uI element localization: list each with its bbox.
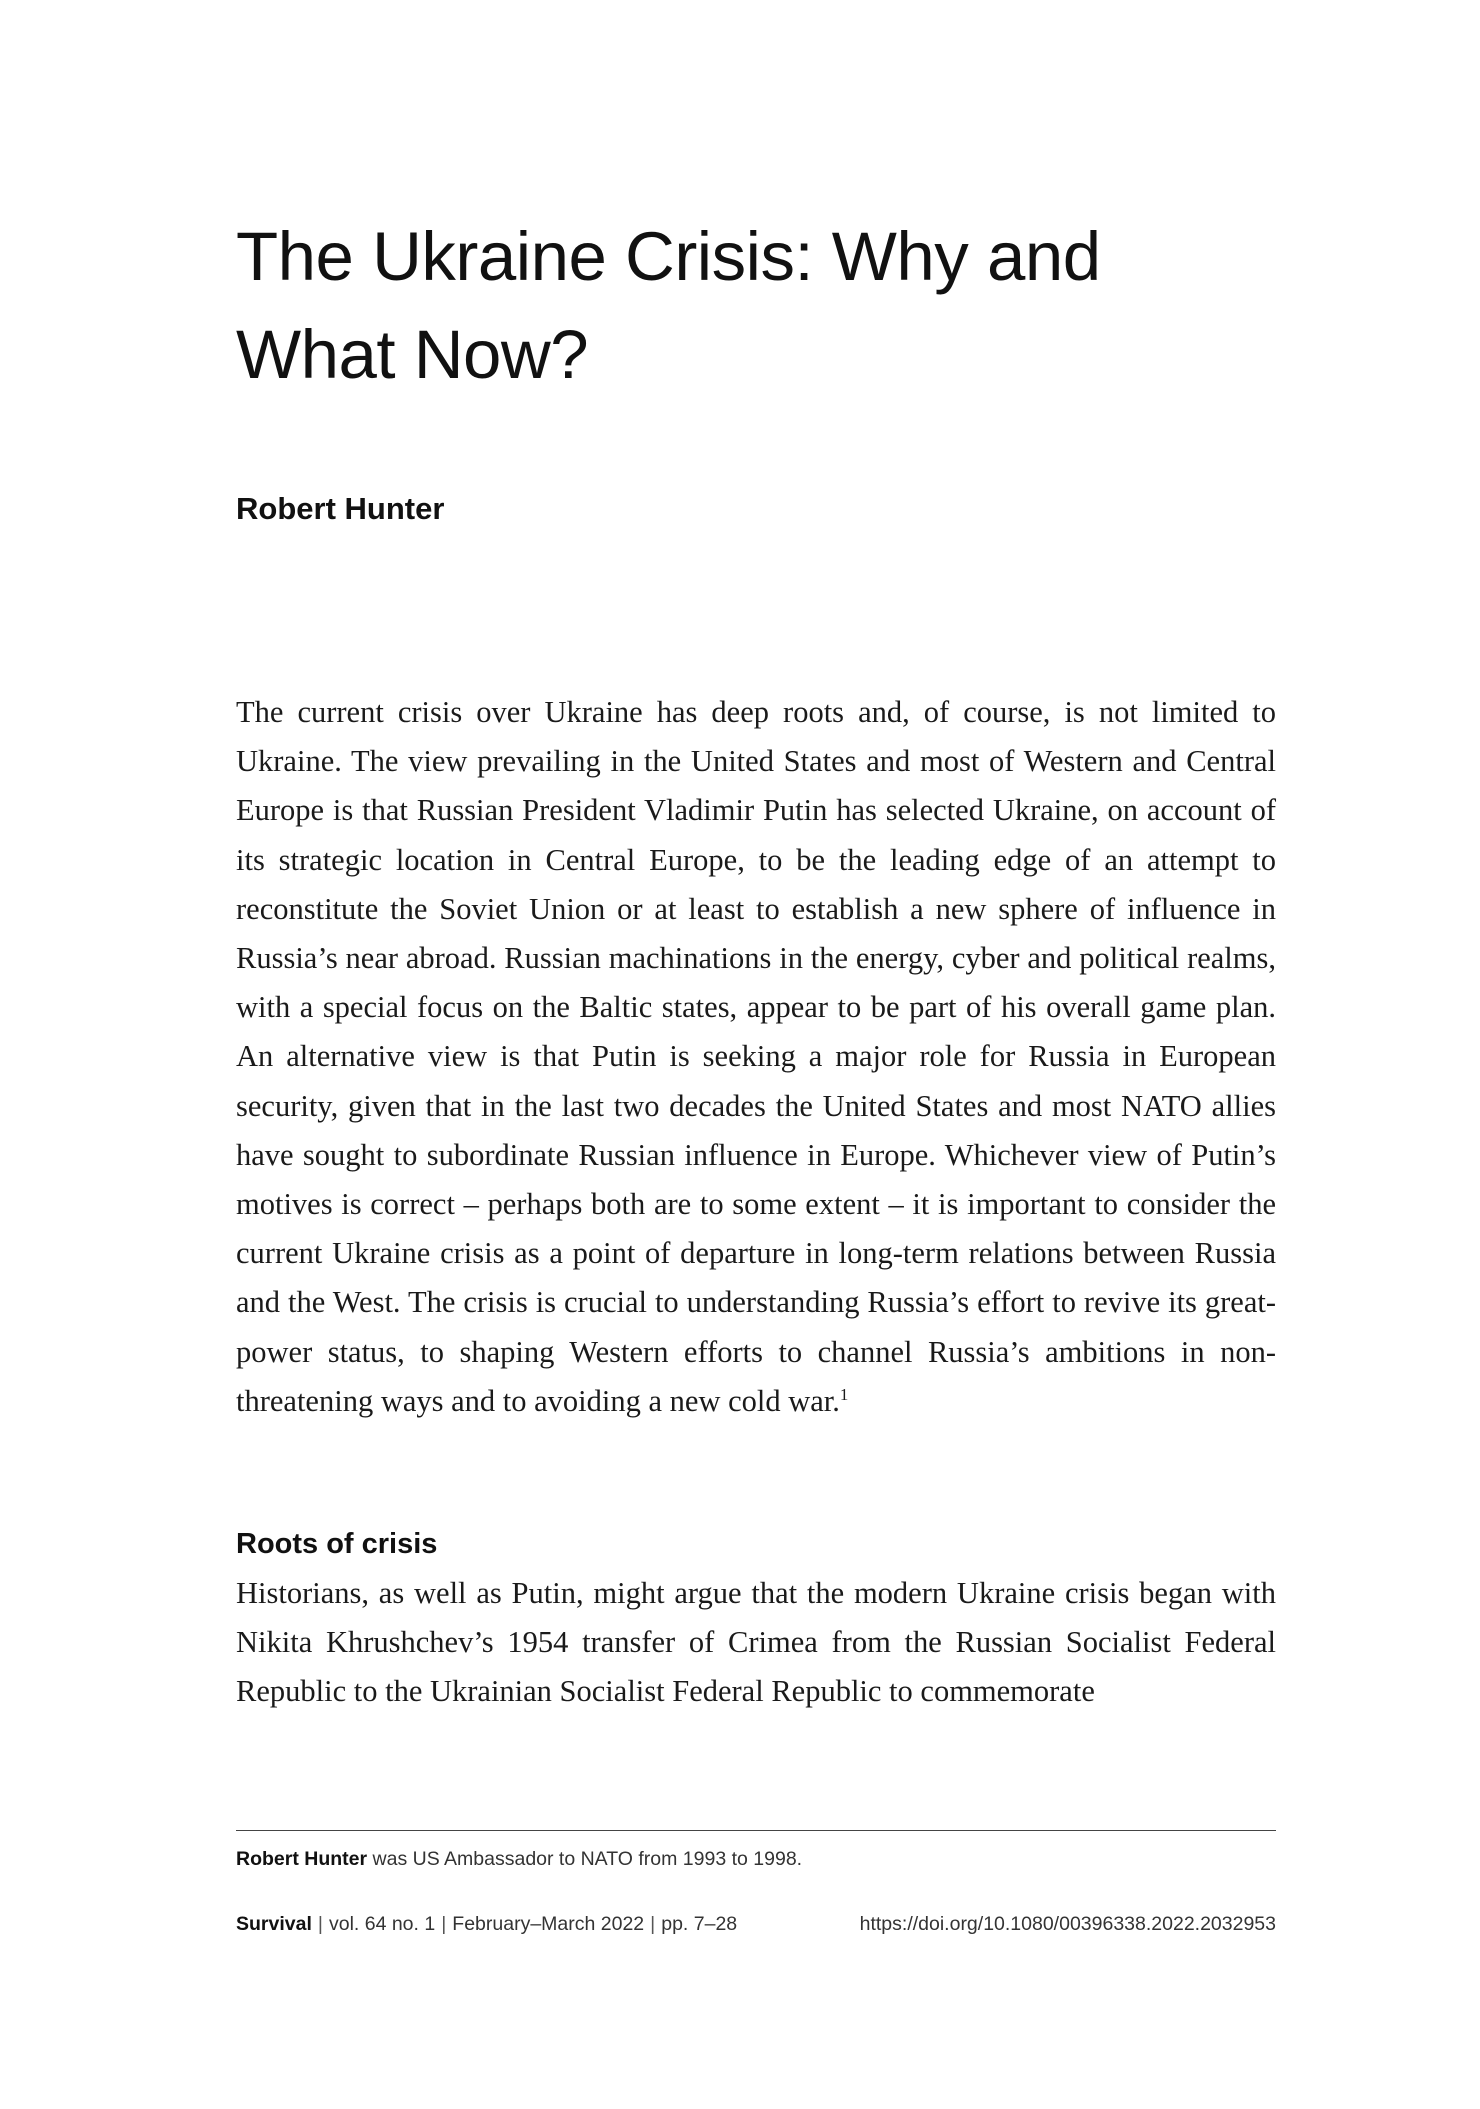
citation-separator: |	[317, 1913, 323, 1935]
author-bio-text: was US Ambassador to NATO from 1993 to 1998.	[367, 1848, 803, 1870]
journal-citation	[236, 1909, 1276, 1939]
intro-paragraph	[236, 688, 1276, 1426]
article-page	[236, 0, 1276, 2109]
intro-paragraph-text: The current crisis over Ukraine has deep roots and, of course, is not limited to Ukraine. The view prevailing in the United States and most of Western and Central Europe is that Russian President Vladimir Putin has selected Ukraine, on account of its strategic location in Central Europe, to be the leading edge of an attempt to reconstitute the Soviet Union or at least to establish a new sphere of influence in Russia’s near abroad. Russian machinations in the energy, cyber and political realms, with a special focus on the Baltic states, appear to be part of his overall game plan. An alternative view is that Putin is seeking a major role for Russia in European security, given that in the last two decades the United States and most NATO allies have sought to subordinate Russian influence in Europe. Whichever view of Putin’s motives is correct – perhaps both are to some extent – it is important to consider the current Ukraine crisis as a point of departure in long-term relations between Russia and the West. The crisis is crucial to understanding Russia’s effort to revive its great-power status, to shaping Western efforts to channel Russia’s ambitions in non-threatening ways and to avoiding a new cold war.	[236, 695, 1276, 1418]
journal-pages: pp. 7–28	[661, 1913, 738, 1935]
journal-volume: vol. 64 no. 1	[328, 1913, 436, 1935]
citation-separator: |	[650, 1913, 656, 1935]
section-heading-roots-of-crisis: Roots of crisis	[236, 1528, 438, 1560]
author-bio-name: Robert Hunter	[236, 1848, 368, 1870]
citation-separator: |	[441, 1913, 447, 1935]
author-bio	[236, 1844, 802, 1874]
journal-date: February–March 2022	[452, 1913, 645, 1935]
article-title-line-1: The Ukraine Crisis: Why and	[236, 218, 1101, 295]
journal-name: Survival	[236, 1913, 312, 1935]
footer-divider	[236, 1830, 1276, 1831]
doi-link[interactable]: https://doi.org/10.1080/00396338.2022.2032953	[859, 1913, 1276, 1935]
roots-paragraph: Historians, as well as Putin, might argue that the modern Ukraine crisis began with Nikita Khrushchev’s 1954 transfer of Crimea from the Russian Socialist Federal Republic to the Ukrainian Socialist Federal Republic to commemorate	[236, 1576, 1276, 1709]
article-title-line-2: What Now?	[236, 316, 589, 393]
article-title	[236, 208, 1276, 404]
author-name: Robert Hunter	[236, 491, 445, 526]
footnote-reference-1[interactable]: 1	[839, 1384, 849, 1404]
